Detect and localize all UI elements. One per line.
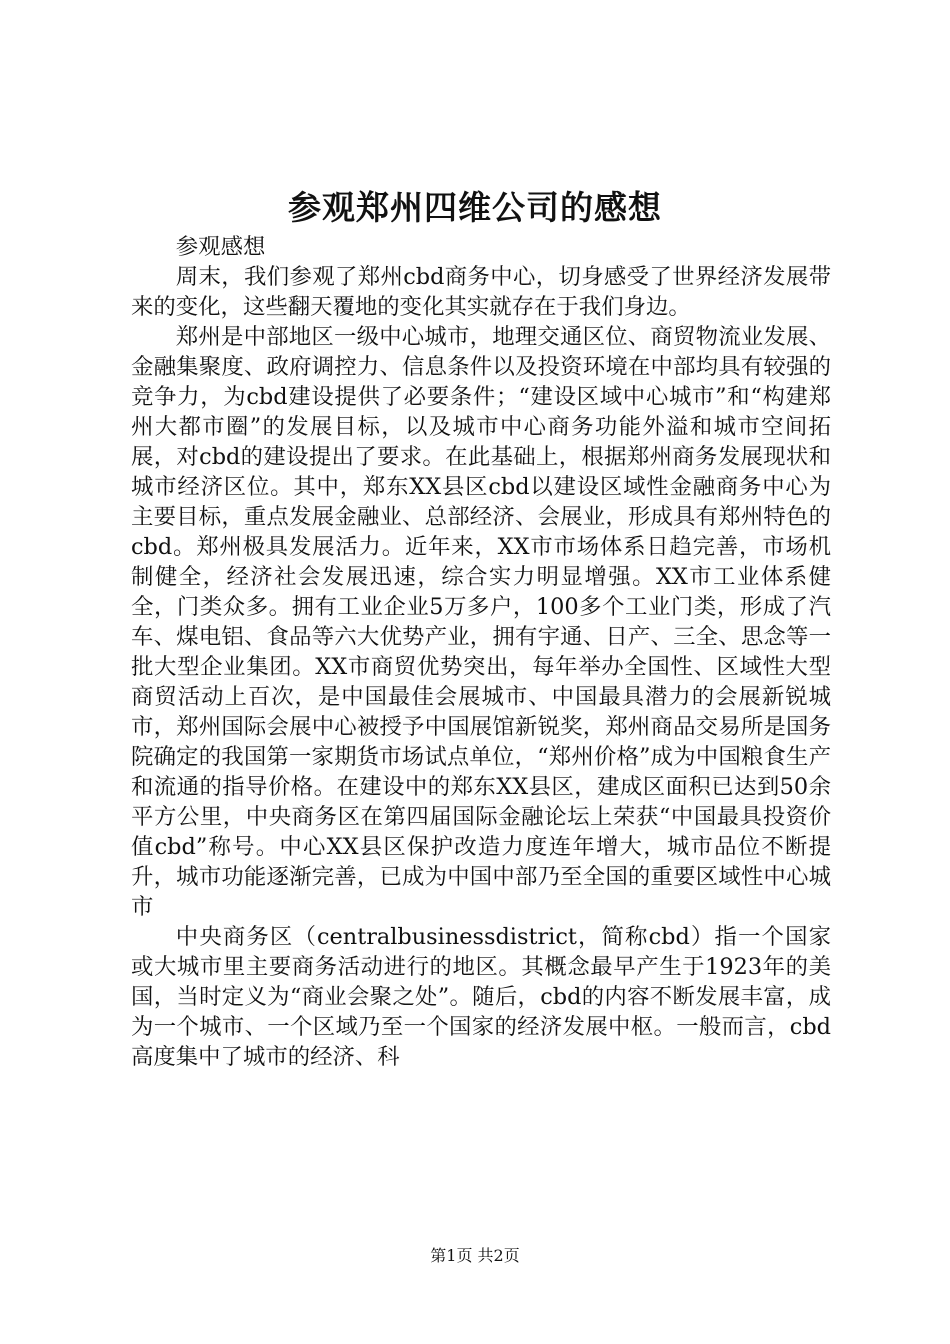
- document-title: 参观郑州四维公司的感想: [288, 188, 662, 227]
- paragraph: 中央商务区（centralbusinessdistrict，简称cbd）指一个国家或大城市里主要商务活动进行的地区。其概念最早产生于1923年的美国，当时定义为“商业会聚之处”。随后，cbd的内容不断发展丰富，成为一个城市、一个区域乃至一个国家的经济发展中枢。一般而言，cbd高度集中了城市的经济、科: [131, 924, 831, 1070]
- document-body: [131, 232, 831, 1072]
- page-footer: 第1页 共2页: [430, 1246, 520, 1265]
- paragraph: 周末，我们参观了郑州cbd商务中心，切身感受了世界经济发展带来的变化，这些翻天覆地的变化其实就存在于我们身边。: [131, 264, 831, 320]
- paragraph: 郑州是中部地区一级中心城市，地理交通区位、商贸物流业发展、金融集聚度、政府调控力、信息条件以及投资环境在中部均具有较强的竞争力，为cbd建设提供了必要条件；“建设区域中心城市”和“构建郑州大都市圈”的发展目标，以及城市中心商务功能外溢和城市空间拓展，对cbd的建设提出了要求。在此基础上，根据郑州商务发展现状和城市经济区位。其中，郑东XX县区cbd以建设区域性金融商务中心为主要目标，重点发展金融业、总部经济、会展业，形成具有郑州特色的cbd。郑州极具发展活力。近年来，XX市市场体系日趋完善，市场机制健全，经济社会发展迅速，综合实力明显增强。XX市工业体系健全，门类众多。拥有工业企业5万多户，100多个工业门类，形成了汽车、煤电铝、食品等六大优势产业，拥有宇通、日产、三全、思念等一批大型企业集团。XX市商贸优势突出，每年举办全国性、区域性大型商贸活动上百次，是中国最佳会展城市、中国最具潜力的会展新锐城市，郑州国际会展中心被授予中国展馆新锐奖，郑州商品交易所是国务院确定的我国第一家期货市场试点单位，“郑州价格”成为中国粮食生产和流通的指导价格。在建设中的郑东XX县区，建成区面积已达到50余平方公里，中央商务区在第四届国际金融论坛上荣获“中国最具投资价值cbd”称号。中心XX县区保护改造力度连年增大，城市品位不断提升，城市功能逐渐完善，已成为中国中部乃至全国的重要区域性中心城市: [131, 324, 831, 920]
- paragraph-heading: 参观感想: [175, 234, 266, 260]
